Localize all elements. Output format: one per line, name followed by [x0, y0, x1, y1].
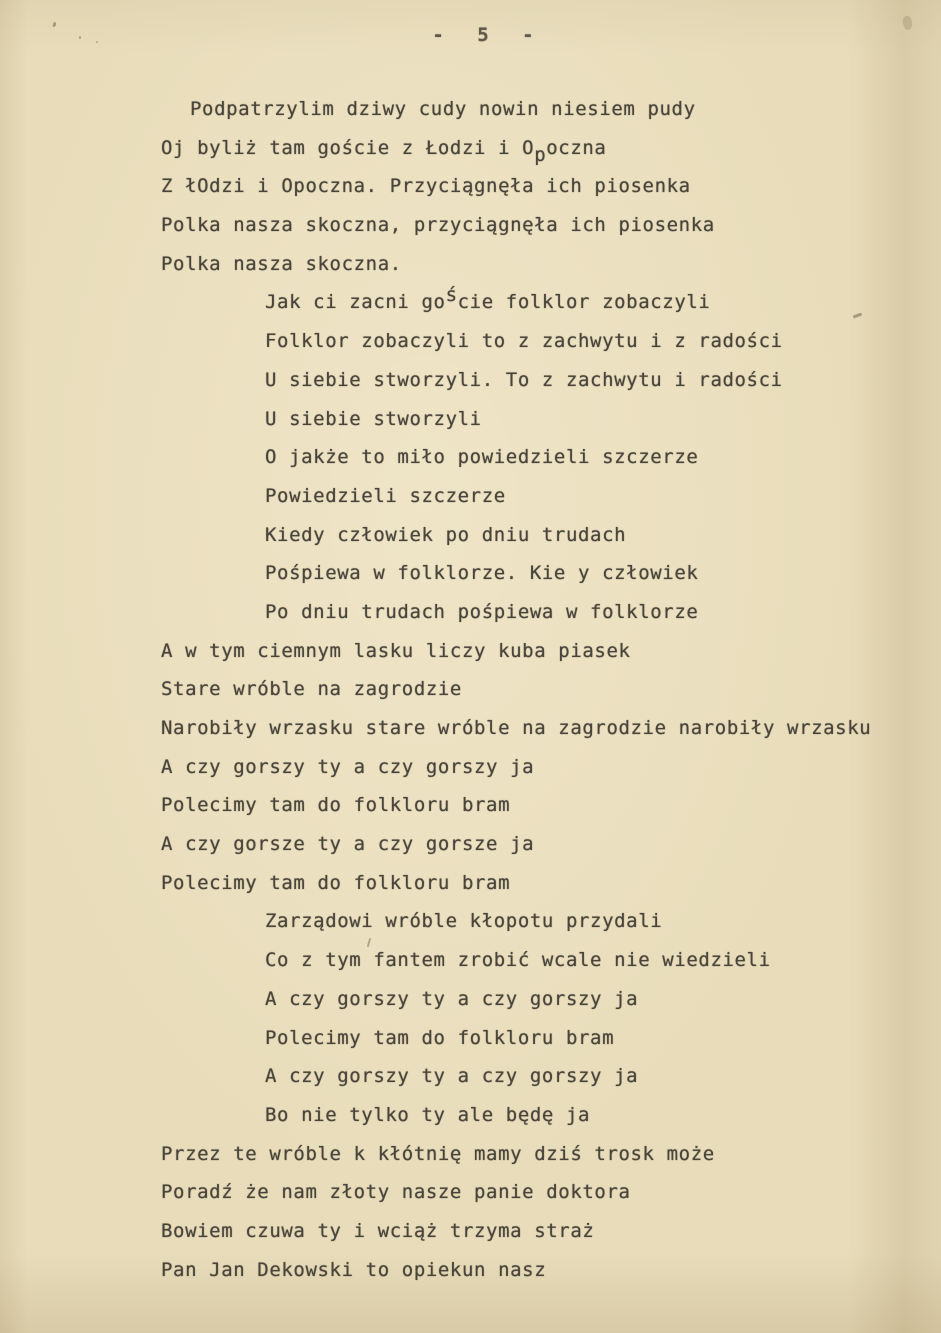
- poem-line-text: Bo nie tylko ty ale będę ja: [265, 1103, 591, 1126]
- poem-line: [161, 670, 941, 709]
- poem-line-text: A w tym ciemnym lasku liczy kuba piasek: [161, 639, 631, 662]
- poem-line-text: Kiedy człowiek po dniu trudach: [265, 523, 627, 546]
- poem-line-text: A czy gorszy ty a czy gorszy ja: [265, 987, 639, 1010]
- poem-line: [161, 748, 941, 787]
- poem-line-text: Polecimy tam do folkloru bram: [265, 1026, 615, 1049]
- poem-line-text: Polka nasza skoczna, przyciągnęła ich piosenka: [161, 214, 715, 237]
- poem-line: [265, 1057, 941, 1096]
- poem-line: [265, 941, 941, 980]
- poem-line: [190, 90, 941, 129]
- paper-speck: [79, 36, 81, 39]
- poem-line-text: oczna: [546, 136, 607, 159]
- paper-speck: [96, 41, 98, 43]
- poem-line: [161, 709, 941, 748]
- poem-body: [0, 90, 941, 1289]
- poem-line-text: Stare wróble na zagrodzie: [161, 678, 462, 701]
- poem-line-text: Zarządowi wróble kłopotu przydali: [265, 910, 663, 933]
- poem-line-text: A czy gorszy ty a czy gorszy ja: [161, 755, 535, 778]
- poem-line: [265, 1019, 941, 1058]
- poem-line: [265, 361, 941, 400]
- poem-line: [161, 129, 941, 168]
- poem-line-text: cie folklor zobaczyli: [457, 291, 711, 314]
- poem-line: [161, 167, 941, 206]
- poem-line: [161, 632, 941, 671]
- poem-line-subscript: p: [534, 143, 547, 166]
- poem-line: [265, 902, 941, 941]
- poem-line-text: Z łOdzi i Opoczna. Przyciągnęła ich piosenka: [161, 175, 691, 198]
- poem-line-text: Jak ci zacni go: [265, 291, 446, 314]
- poem-line-supscript: ś: [445, 284, 458, 307]
- poem-line-text: Pośpiewa w folklorze. Kie y człowiek: [265, 562, 699, 585]
- poem-line-text: Przez te wróble k kłótnię mamy dziś trosk może: [161, 1142, 715, 1165]
- poem-line-text: Bowiem czuwa ty i wciąż trzyma straż: [161, 1219, 595, 1242]
- poem-line: [161, 1212, 941, 1251]
- poem-line: [265, 980, 941, 1019]
- poem-line: [161, 245, 941, 284]
- poem-line-text: A czy gorsze ty a czy gorsze ja: [161, 833, 535, 856]
- poem-line: [161, 825, 941, 864]
- poem-line-text: U siebie stworzyli: [265, 407, 482, 430]
- poem-line: [265, 438, 941, 477]
- poem-line: [161, 206, 941, 245]
- poem-line-text: Polecimy tam do folkloru bram: [161, 871, 511, 894]
- poem-line: [265, 1096, 941, 1135]
- poem-line: [265, 400, 941, 439]
- poem-line-text: Poradź że nam złoty nasze panie doktora: [161, 1181, 631, 1204]
- poem-line-text: Narobiły wrzasku stare wróble na zagrodzie narobiły wrzasku: [161, 717, 872, 739]
- poem-line-text: Podpatrzylim dziwy cudy nowin niesiem pudy: [190, 98, 696, 120]
- poem-line: [161, 786, 941, 825]
- poem-line-text: Polecimy tam do folkloru bram: [161, 794, 511, 817]
- poem-line-text: Polka nasza skoczna.: [161, 252, 402, 275]
- poem-line-text: Co z tym fantem zrobić wcale nie wiedzieli: [265, 949, 771, 972]
- poem-line: [265, 593, 941, 632]
- page-number: - 5 -: [432, 24, 535, 46]
- poem-line-text: A czy gorszy ty a czy gorszy ja: [265, 1065, 639, 1088]
- poem-line-text: Po dniu trudach pośpiewa w folklorze: [265, 600, 699, 623]
- poem-line: [161, 1173, 941, 1212]
- poem-line: [265, 477, 941, 516]
- poem-line-text: Folklor zobaczyli to z zachwytu i z radości: [265, 330, 783, 353]
- poem-line-text: Oj byliż tam goście z Łodzi i O: [161, 136, 535, 159]
- poem-line-text: O jakże to miło powiedzieli szczerze: [265, 446, 699, 469]
- poem-line: [161, 1135, 941, 1174]
- poem-line: [161, 864, 941, 903]
- poem-line-text: Pan Jan Dekowski to opiekun nasz: [161, 1258, 547, 1281]
- poem-line: [265, 554, 941, 593]
- poem-line: [265, 322, 941, 361]
- poem-line: [265, 283, 941, 322]
- poem-line: [161, 1251, 941, 1290]
- poem-line-text: Powiedzieli szczerze: [265, 484, 506, 507]
- poem-line: [265, 516, 941, 555]
- poem-line-text: U siebie stworzyli. To z zachwytu i radości: [265, 368, 783, 391]
